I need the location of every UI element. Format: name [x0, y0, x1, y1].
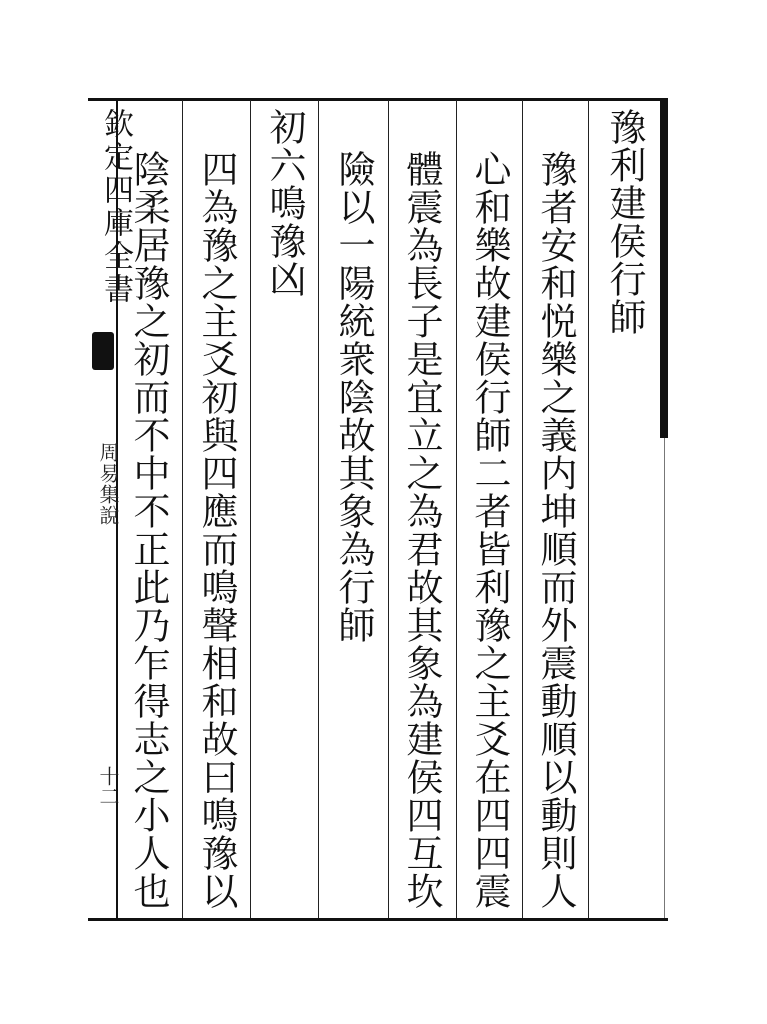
text-column-4: 體震為長子是宜立之為君故其象為建侯四互坎 — [400, 150, 443, 910]
column-rule — [250, 100, 251, 918]
column-rule — [182, 100, 183, 918]
frame-right-border — [660, 98, 668, 438]
column-rule — [588, 100, 589, 918]
page-number: 十二 — [96, 766, 120, 806]
text-column-8: 陰柔居豫之初而不中不正此乃乍得志之小人也 — [127, 150, 170, 910]
collection-title: 欽定四庫全書 — [98, 108, 133, 306]
column-rule — [456, 100, 457, 918]
frame-right-thin-border — [664, 438, 665, 918]
text-column-2: 豫者安和悦樂之義内坤順而外震動順以動則人 — [534, 150, 577, 910]
text-column-3: 心和樂故建侯行師二者皆利豫之主爻在四四震 — [468, 150, 511, 910]
column-rule — [318, 100, 319, 918]
fish-tail-mark — [92, 332, 114, 370]
column-rule — [522, 100, 523, 918]
frame-bottom-border — [88, 918, 668, 921]
text-column-5: 險以一陽統衆陰故其象為行師 — [332, 150, 375, 644]
column-rule — [388, 100, 389, 918]
book-title: 周易集說 — [96, 442, 120, 526]
text-column-6: 初六鳴豫凶 — [263, 108, 306, 298]
text-column-7: 四為豫之主爻初與四應而鳴聲相和故曰鳴豫以 — [195, 150, 238, 910]
frame-top-border — [88, 98, 668, 101]
text-column-1: 豫利建侯行師 — [603, 108, 646, 336]
